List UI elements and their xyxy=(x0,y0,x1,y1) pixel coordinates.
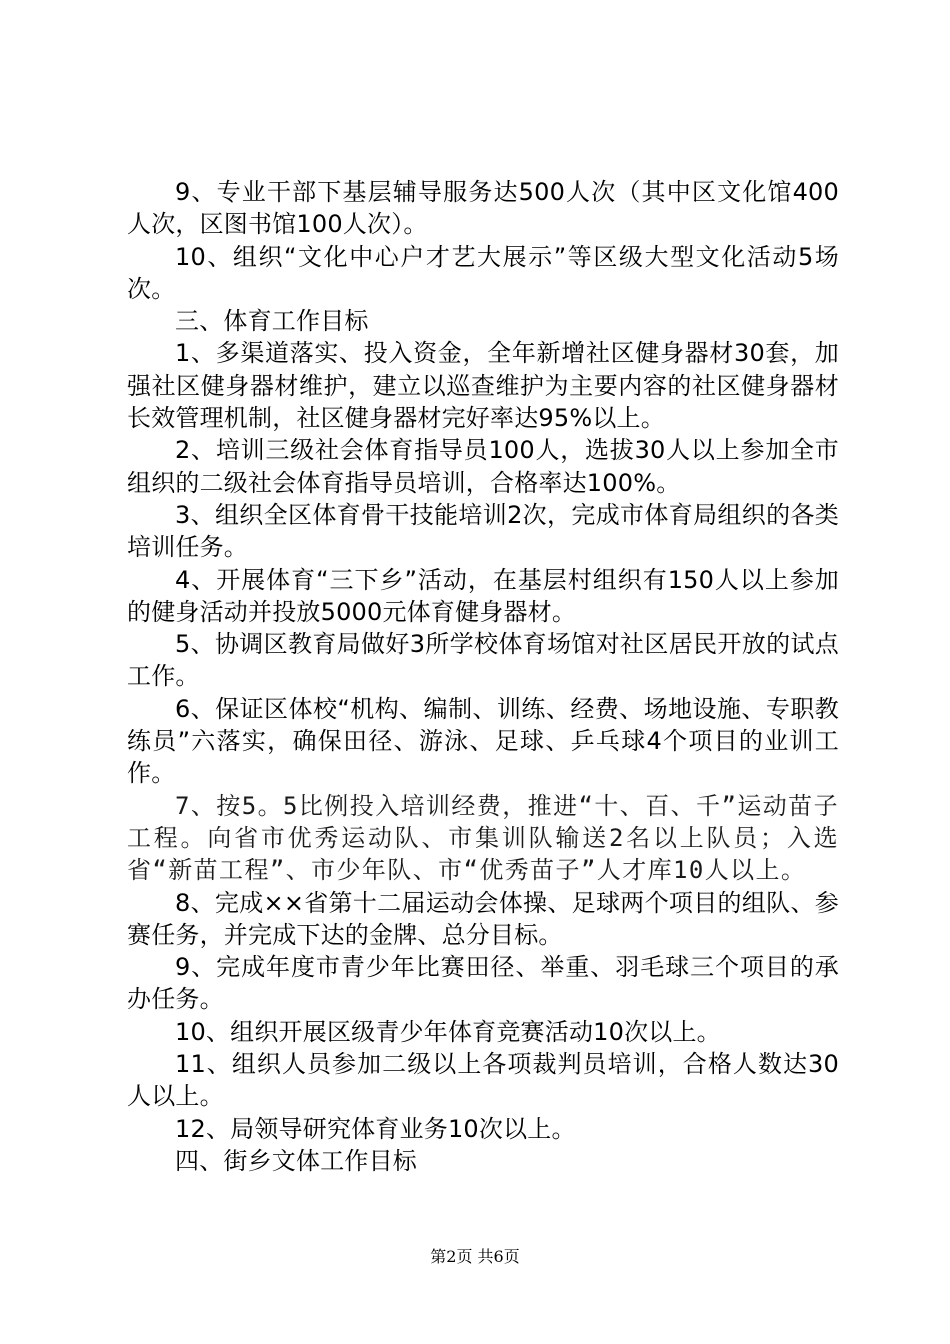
paragraph-item-5: 5、协调区教育局做好3所学校体育场馆对社区居民开放的试点工作。 xyxy=(127,630,839,691)
paragraph-item-8: 8、完成××省第十二届运动会体操、足球两个项目的组队、参赛任务，并完成下达的金牌、总分目标。 xyxy=(127,888,839,949)
paragraph-item-10: 10、组织开展区级青少年体育竞赛活动10次以上。 xyxy=(175,1017,721,1046)
paragraph-item-7: 7、按5。5比例投入培训经费，推进“十、百、千”运动苗子工程。向省市优秀运动队、市集训队输送2名以上队员；入选省“新苗工程”、市少年队、市“优秀苗子”人才库10人以上。 xyxy=(127,791,839,885)
paragraph-item-6: 6、保证区体校“机构、编制、训练、经费、场地设施、专职教练员”六落实，确保田径、游泳、足球、乒乓球4个项目的业训工作。 xyxy=(127,694,839,788)
paragraph-item-11: 11、组织人员参加二级以上各项裁判员培训，合格人数达30人以上。 xyxy=(127,1050,839,1111)
paragraph-item-10-culture: 10、组织“文化中心户才艺大展示”等区级大型文化活动5场次。 xyxy=(127,242,839,303)
paragraph-item-1: 1、多渠道落实、投入资金，全年新增社区健身器材30套，加强社区健身器材维护，建立以巡查维护为主要内容的社区健身器材长效管理机制，社区健身器材完好率达95%以上。 xyxy=(127,339,839,433)
paragraph-item-9-culture: 9、专业干部下基层辅导服务达500人次（其中区文化馆400人次，区图书馆100人次）。 xyxy=(127,178,839,239)
page-number-footer: 第2页 共6页 xyxy=(430,1247,520,1266)
document-body xyxy=(127,176,839,1177)
section-heading-street: 四、街乡文体工作目标 xyxy=(175,1146,417,1175)
paragraph-item-4: 4、开展体育“三下乡”活动，在基层村组织有150人以上参加的健身活动并投放5000元体育健身器材。 xyxy=(127,565,839,626)
paragraph-item-12: 12、局领导研究体育业务10次以上。 xyxy=(175,1114,576,1143)
section-heading-sports: 三、体育工作目标 xyxy=(175,307,369,336)
paragraph-item-2: 2、培训三级社会体育指导员100人，选拔30人以上参加全市组织的二级社会体育指导员培训，合格率达100%。 xyxy=(127,436,839,497)
paragraph-item-9: 9、完成年度市青少年比赛田径、举重、羽毛球三个项目的承办任务。 xyxy=(127,953,839,1014)
paragraph-item-3: 3、组织全区体育骨干技能培训2次，完成市体育局组织的各类培训任务。 xyxy=(127,500,839,562)
